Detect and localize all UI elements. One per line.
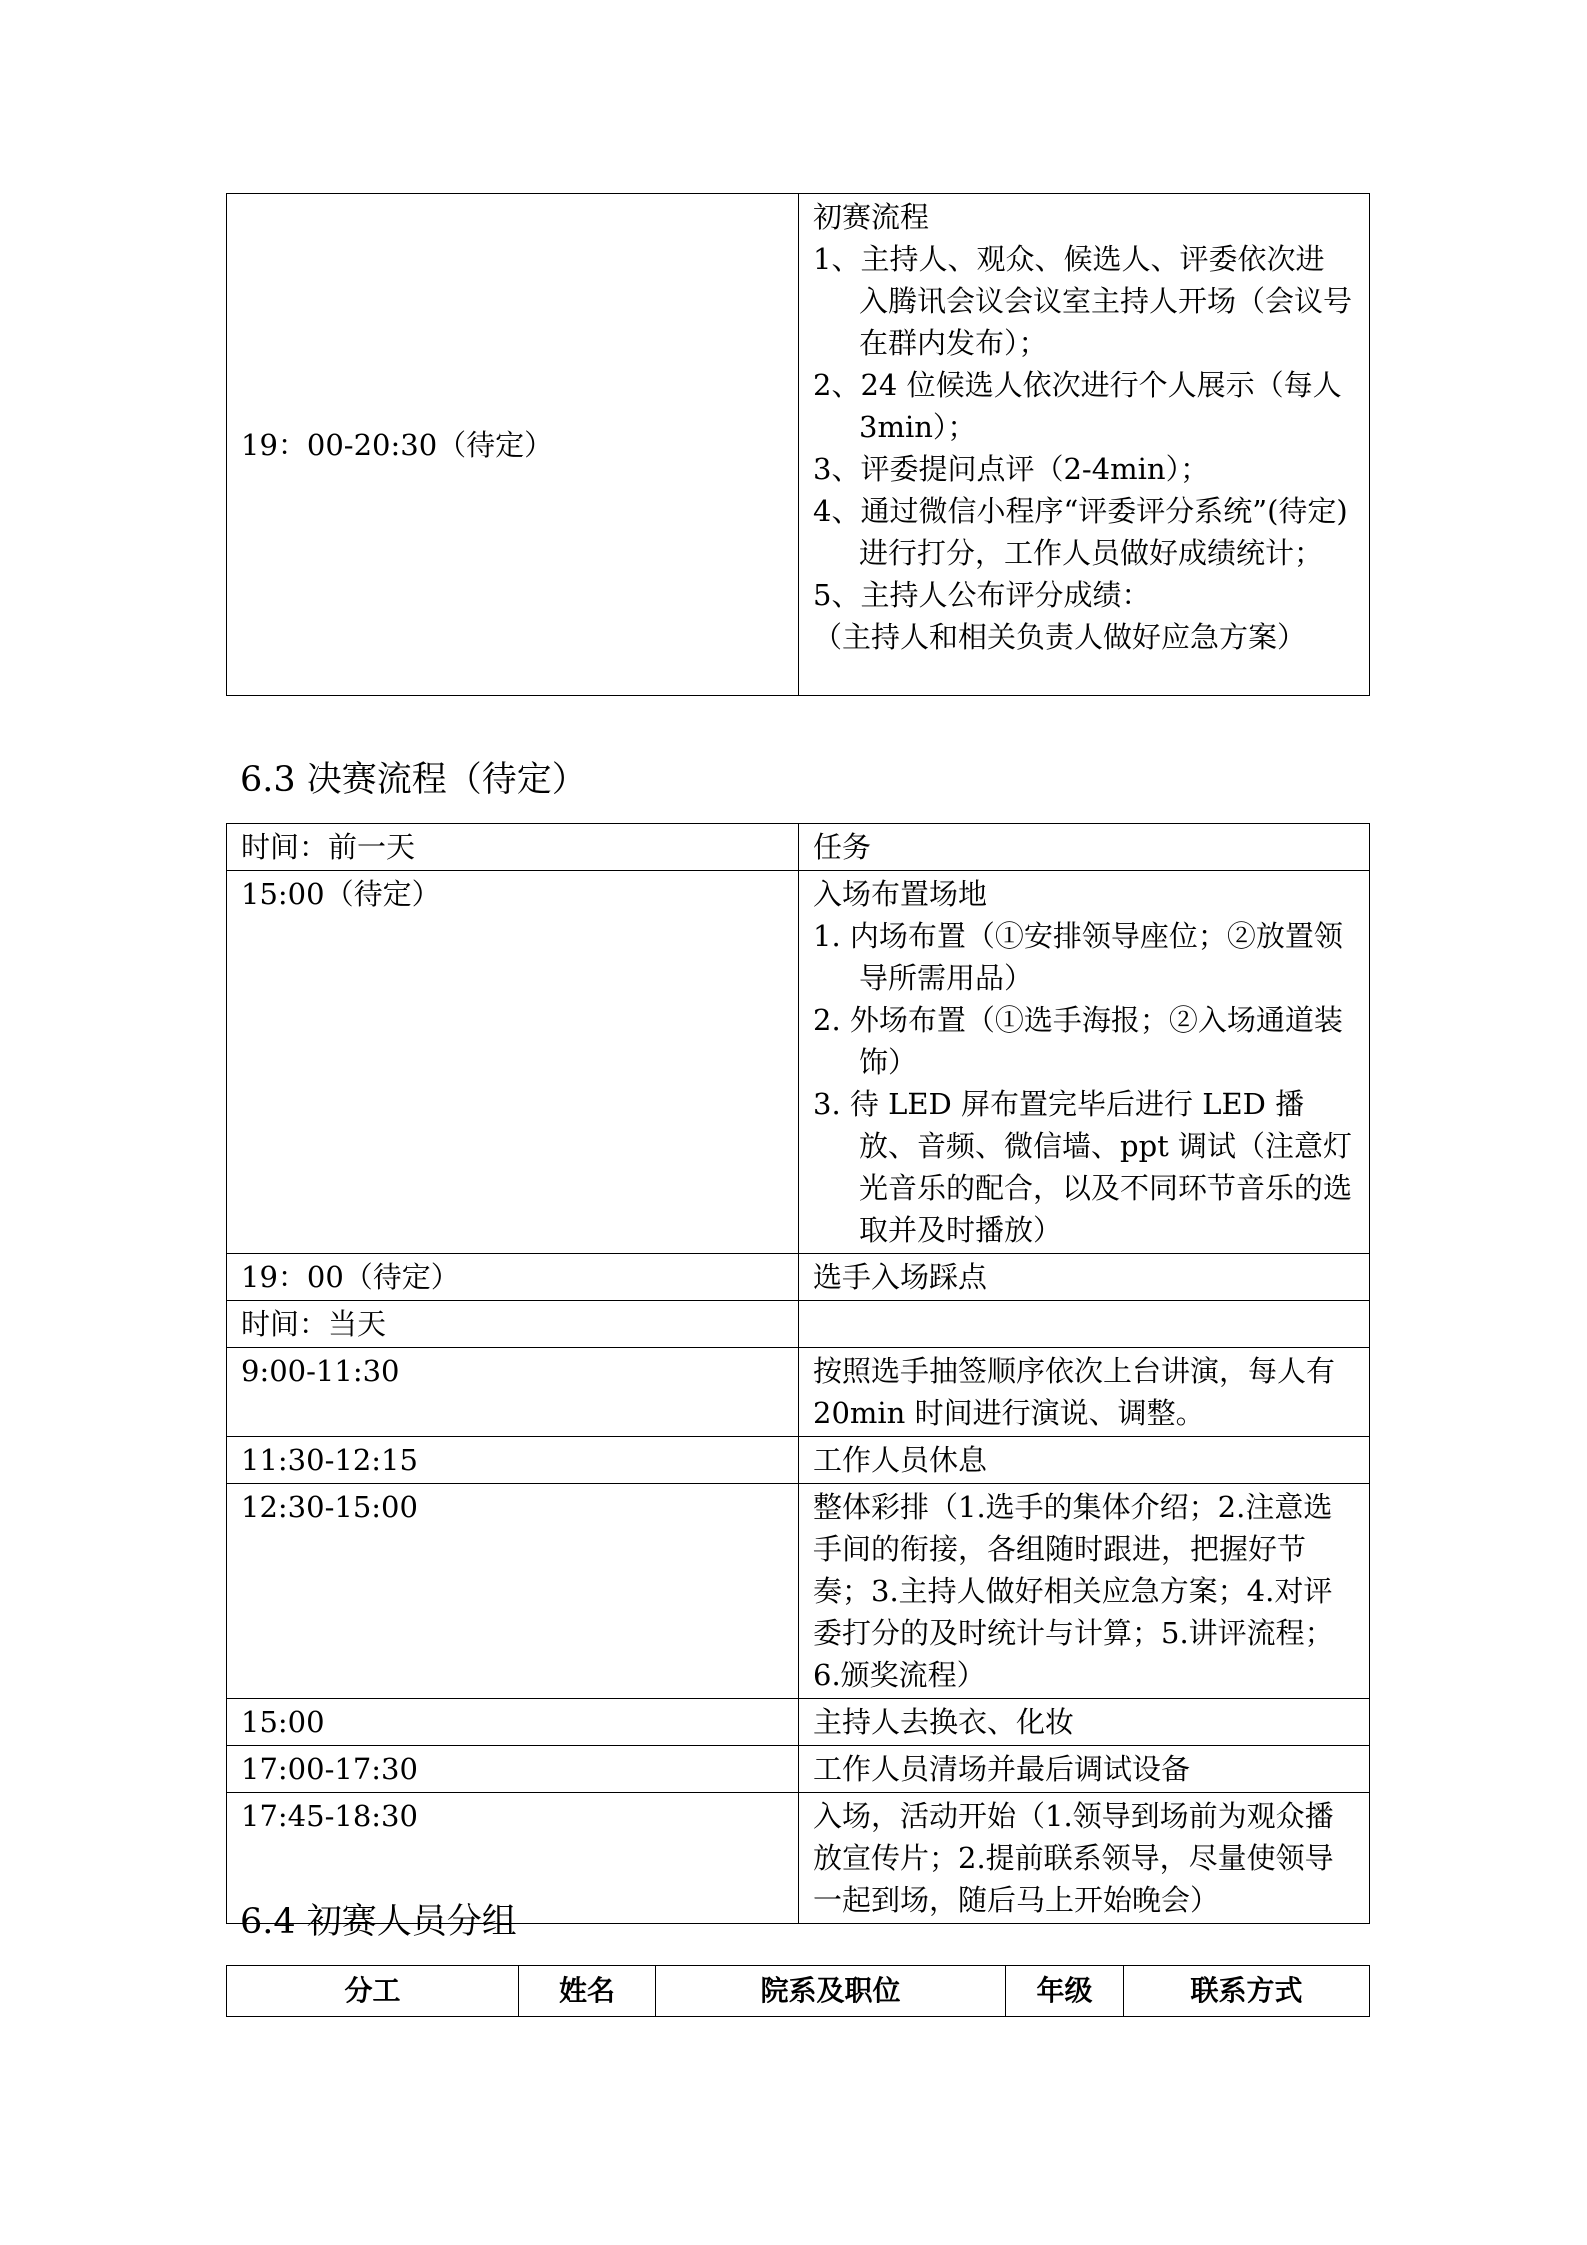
time-cell: 17:45-18:30 [227, 1793, 799, 1924]
preliminary-flow-table [226, 193, 1370, 696]
time-cell: 9:00-11:30 [227, 1348, 799, 1437]
header-grade: 年级 [1006, 1966, 1124, 2017]
section-heading-6-3: 6.3 决赛流程（待定） [240, 760, 587, 800]
flow-note: （主持人和相关负责人做好应急方案） [813, 620, 1307, 654]
task-cell: 主持人去换衣、化妆 [799, 1699, 1370, 1746]
header-role: 分工 [227, 1966, 519, 2017]
table-row [227, 1699, 1370, 1746]
task-cell: 按照选手抽签顺序依次上台讲演，每人有 20min 时间进行演说、调整。 [799, 1348, 1370, 1437]
table-row [227, 1301, 1370, 1348]
time-cell: 17:00-17:30 [227, 1746, 799, 1793]
table-row [227, 194, 1370, 696]
table-row [227, 1484, 1370, 1699]
setup-title: 入场布置场地 [813, 877, 988, 911]
task-cell [799, 871, 1370, 1254]
setup-item: 3. 待 LED 屏布置完毕后进行 LED 播放、音频、微信墙、ppt 调试（注意灯光音乐的配合，以及不同环节音乐的选取并及时播放） [813, 1087, 1353, 1247]
time-cell: 15:00（待定） [227, 871, 799, 1254]
header-department: 院系及职位 [656, 1966, 1006, 2017]
task-cell: 整体彩排（1.选手的集体介绍；2.注意选手间的衔接，各组随时跟进，把握好节奏；3.主持人做好相关应急方案；4.对评委打分的及时统计与计算；5.讲评流程；6.颁奖流程） [799, 1484, 1370, 1699]
table-row [227, 1254, 1370, 1301]
task-cell [799, 1301, 1370, 1348]
table-row [227, 1437, 1370, 1484]
time-cell: 15:00 [227, 1699, 799, 1746]
time-cell: 19：00（待定） [227, 1254, 799, 1301]
flow-title: 初赛流程 [813, 200, 930, 234]
flow-item: 5、主持人公布评分成绩： [813, 578, 1151, 612]
task-cell: 工作人员休息 [799, 1437, 1370, 1484]
table-header-row [227, 824, 1370, 871]
time-cell: 12:30-15:00 [227, 1484, 799, 1699]
table-row [227, 1746, 1370, 1793]
time-cell: 19：00-20:30（待定） [227, 194, 799, 696]
flow-item: 3、评委提问点评（2-4min）； [813, 452, 1210, 486]
header-time: 时间：前一天 [227, 824, 799, 871]
header-task: 任务 [799, 824, 1370, 871]
header-contact: 联系方式 [1124, 1966, 1370, 2017]
flow-item: 2、24 位候选人依次进行个人展示（每人 3min）； [813, 368, 1342, 444]
header-name: 姓名 [519, 1966, 656, 2017]
table-header-row [227, 1966, 1370, 2017]
setup-item: 2. 外场布置（①选手海报；②入场通道装饰） [813, 1003, 1343, 1079]
section-heading-6-4: 6.4 初赛人员分组 [240, 1902, 517, 1942]
flow-item: 1、主持人、观众、候选人、评委依次进入腾讯会议会议室主持人开场（会议号在群内发布）； [813, 242, 1353, 360]
time-cell: 11:30-12:15 [227, 1437, 799, 1484]
flow-item: 4、通过微信小程序“评委评分系统”(待定)进行打分，工作人员做好成绩统计； [813, 494, 1348, 570]
setup-item: 1. 内场布置（①安排领导座位；②放置领导所需用品） [813, 919, 1343, 995]
task-cell [799, 194, 1370, 696]
task-cell: 入场，活动开始（1.领导到场前为观众播放宣传片；2.提前联系领导，尽量使领导一起到场，随后马上开始晚会） [799, 1793, 1370, 1924]
time-cell: 时间：当天 [227, 1301, 799, 1348]
task-cell: 选手入场踩点 [799, 1254, 1370, 1301]
grouping-table [226, 1965, 1370, 2017]
final-flow-table [226, 823, 1370, 1924]
table-row [227, 871, 1370, 1254]
task-cell: 工作人员清场并最后调试设备 [799, 1746, 1370, 1793]
table-row [227, 1348, 1370, 1437]
